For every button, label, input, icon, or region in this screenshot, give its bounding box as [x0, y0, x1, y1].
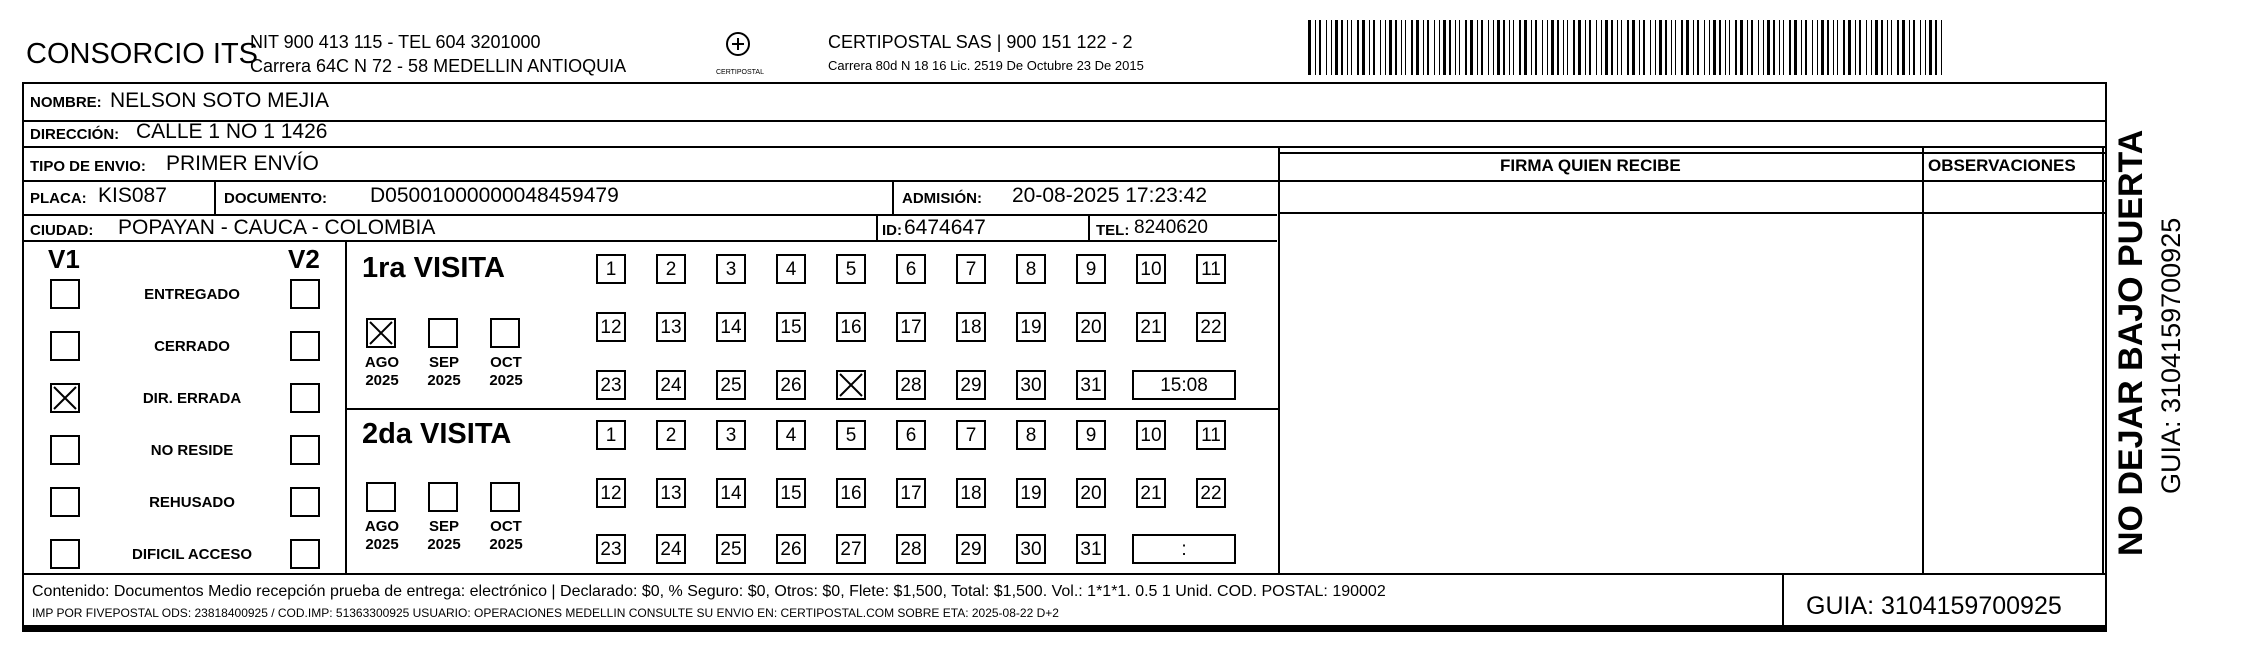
second-visit-day[interactable]: 22 [1196, 478, 1226, 508]
barcode-bar [1427, 20, 1429, 75]
v1-label: V1 [48, 244, 80, 274]
month-name: OCT [490, 518, 522, 535]
barcode-bar [1779, 20, 1780, 75]
first-visit-day[interactable]: 6 [896, 254, 926, 284]
rule [1280, 212, 2105, 214]
second-visit-day[interactable]: 16 [836, 478, 866, 508]
rule [22, 240, 1277, 242]
nit-line: NIT 900 413 115 - TEL 604 3201000 [250, 32, 541, 52]
barcode-bar [1465, 20, 1467, 75]
barcode-bar [1725, 20, 1726, 75]
second-visit-day[interactable]: 11 [1196, 420, 1226, 450]
cert-line2: Carrera 80d N 18 16 Lic. 2519 De Octubre 23 De 2015 [828, 58, 1144, 73]
barcode-bar [1925, 20, 1926, 75]
barcode-bar [1331, 20, 1332, 75]
barcode-bar [1913, 20, 1915, 75]
barcode-bar [1493, 20, 1494, 75]
barcode-bar [1395, 20, 1397, 75]
barcode-bar [1891, 20, 1892, 75]
barcode-bar [1531, 20, 1532, 75]
barcode-bar [1557, 20, 1559, 75]
month-label [419, 354, 469, 390]
barcode-bar [1423, 20, 1424, 75]
barcode-bar [1524, 20, 1527, 75]
barcode-bar [1542, 20, 1543, 75]
barcode-bar [1488, 20, 1489, 75]
tel-label: TEL: [1096, 222, 1130, 239]
first-visit-day[interactable]: 1 [596, 254, 626, 284]
first-visit-day[interactable]: 26 [776, 370, 806, 400]
barcode-bar [1935, 20, 1937, 75]
barcode-bar [1335, 20, 1338, 75]
month-label [481, 354, 531, 390]
barcode-bar [1929, 20, 1932, 75]
rule [22, 146, 2107, 148]
month-year: 2025 [427, 372, 461, 389]
second-visit-day[interactable]: 1 [596, 420, 626, 450]
first-visit-day[interactable]: 30 [1016, 370, 1046, 400]
logo-caption: CERTIPOSTAL [716, 69, 764, 76]
barcode-bar [1655, 20, 1656, 75]
barcode-bar [1881, 20, 1883, 75]
barcode-bar [1859, 20, 1861, 75]
second-visit-day[interactable]: 24 [656, 534, 686, 564]
barcode-bar [1455, 20, 1456, 75]
barcode-bar [1671, 20, 1672, 75]
barcode-bar [1439, 20, 1440, 75]
barcode-bar [1632, 20, 1635, 75]
barcode-bar [1729, 20, 1730, 75]
address-line: Carrera 64C N 72 - 58 MEDELLIN ANTIOQUIA [250, 56, 627, 76]
direccion-label: DIRECCIÓN: [30, 126, 120, 143]
barcode-bar [1385, 20, 1386, 75]
rule [1088, 214, 1090, 240]
documento-label: DOCUMENTO: [224, 190, 328, 207]
barcode-bar [1627, 20, 1629, 75]
v2-checkbox[interactable] [290, 383, 320, 413]
placa-label: PLACA: [30, 190, 87, 207]
barcode-bar [1513, 20, 1514, 75]
second-visit-day[interactable]: 2 [656, 420, 686, 450]
barcode-bar [1551, 20, 1554, 75]
first-visit-day[interactable]: 18 [956, 312, 986, 342]
barcode-bar [1357, 20, 1359, 75]
v1-checkbox[interactable] [50, 331, 80, 361]
barcode-bar [1920, 20, 1921, 75]
second-visit-day[interactable]: 10 [1136, 420, 1166, 450]
admision-value: 20-08-2025 17:23:42 [1012, 184, 1207, 207]
first-visit-day[interactable]: 19 [1016, 312, 1046, 342]
company-name: CONSORCIO ITS [26, 38, 259, 70]
month-name: SEP [428, 518, 459, 535]
barcode-bar [1503, 20, 1505, 75]
barcode-bar [1470, 20, 1473, 75]
barcode-bar [1362, 20, 1365, 75]
barcode-bar [1817, 20, 1818, 75]
barcode-bar [1519, 20, 1521, 75]
barcode-bar [1589, 20, 1591, 75]
barcode-bar [1326, 20, 1327, 75]
barcode-bar [1704, 20, 1705, 75]
documento-value: D05001000000048459479 [370, 184, 619, 207]
barcode-bar [1783, 20, 1784, 75]
barcode-bar [1585, 20, 1586, 75]
second-visit-day[interactable]: 17 [896, 478, 926, 508]
tipo-envio-value: PRIMER ENVÍO [166, 152, 319, 175]
ciudad-value: POPAYAN - CAUCA - COLOMBIA [118, 216, 436, 239]
month-year: 2025 [489, 372, 523, 389]
month-name: SEP [428, 354, 459, 371]
barcode-bar [1941, 20, 1942, 75]
second-visit-day[interactable]: 3 [716, 420, 746, 450]
barcode-bar [1596, 20, 1597, 75]
barcode-bar [1887, 20, 1888, 75]
barcode-bar [1639, 20, 1640, 75]
barcode-bar [1697, 20, 1699, 75]
barcode-bar [1681, 20, 1683, 75]
first-visit-day[interactable]: 20 [1076, 312, 1106, 342]
barcode-bar [1315, 20, 1316, 75]
certipostal-info [828, 30, 1144, 78]
barcode-bar [1416, 20, 1419, 75]
barcode-bar [1875, 20, 1878, 75]
first-visit-day[interactable]: 7 [956, 254, 986, 284]
status-reason-label: DIR. ERRADA [142, 390, 242, 407]
placa-value: KIS087 [98, 184, 167, 207]
rule [2102, 146, 2104, 574]
barcode-bar [1347, 20, 1348, 75]
barcode-bar [1477, 20, 1478, 75]
second-visit-day[interactable]: 21 [1136, 478, 1166, 508]
rule [22, 573, 2107, 575]
month-name: OCT [490, 354, 522, 371]
barcode-bar [1308, 20, 1311, 75]
barcode-bar [1605, 20, 1608, 75]
first-visit-day[interactable]: 25 [716, 370, 746, 400]
second-visit-month-box[interactable] [490, 482, 520, 512]
month-year: 2025 [365, 536, 399, 553]
barcode-bar [1573, 20, 1575, 75]
second-visit-month-box[interactable] [366, 482, 396, 512]
first-visit-day[interactable]: 15 [776, 312, 806, 342]
certipostal-logo [716, 30, 764, 76]
firma-label: FIRMA QUIEN RECIBE [1500, 156, 1681, 175]
barcode-bar [1789, 20, 1791, 75]
second-visit-day[interactable]: 31 [1076, 534, 1106, 564]
second-visit-day[interactable]: 15 [776, 478, 806, 508]
barcode-bar [1405, 20, 1406, 75]
rule [346, 408, 1278, 410]
v2-checkbox[interactable] [290, 279, 320, 309]
barcode-bar [1665, 20, 1667, 75]
first-visit-day[interactable]: 9 [1076, 254, 1106, 284]
barcode-bar [1821, 20, 1824, 75]
barcode-bar [1719, 20, 1721, 75]
second-visit-time-box[interactable]: : [1132, 534, 1236, 564]
barcode-bar [1686, 20, 1689, 75]
barcode-bar [1369, 20, 1370, 75]
first-visit-day[interactable]: 3 [716, 254, 746, 284]
barcode-bar [1693, 20, 1694, 75]
barcode-bar [1855, 20, 1856, 75]
barcode-bar [1434, 20, 1435, 75]
barcode-bar [1578, 20, 1581, 75]
second-visit-day[interactable]: 9 [1076, 420, 1106, 450]
barcode-bar [1650, 20, 1651, 75]
second-visit-day[interactable]: 29 [956, 534, 986, 564]
first-visit-title: 1ra VISITA [362, 252, 505, 284]
rule [1280, 152, 2105, 154]
second-visit-day[interactable]: 14 [716, 478, 746, 508]
barcode-bar [1909, 20, 1910, 75]
second-visit-day[interactable]: 25 [716, 534, 746, 564]
barcode-bar [1341, 20, 1343, 75]
barcode-bar [1401, 20, 1402, 75]
first-visit-day[interactable]: 4 [776, 254, 806, 284]
second-visit-day[interactable]: 6 [896, 420, 926, 450]
ciudad-label: CIUDAD: [30, 222, 94, 239]
first-visit-day[interactable]: 24 [656, 370, 686, 400]
barcode-bar [1380, 20, 1381, 75]
second-visit-day[interactable]: 13 [656, 478, 686, 508]
month-name: AGO [364, 354, 400, 371]
nombre-value: NELSON SOTO MEJIA [110, 89, 329, 112]
second-visit-day[interactable]: 26 [776, 534, 806, 564]
barcode-bar [1801, 20, 1802, 75]
month-year: 2025 [427, 536, 461, 553]
first-visit-month-box[interactable] [490, 318, 520, 348]
barcode-bar [1812, 20, 1813, 75]
barcode-bar [1319, 20, 1321, 75]
rule [876, 214, 878, 240]
barcode-bar [1443, 20, 1446, 75]
barcode-bar [1481, 20, 1483, 75]
first-visit-day[interactable]: 28 [896, 370, 926, 400]
first-visit-day[interactable]: 13 [656, 312, 686, 342]
v2-checkbox[interactable] [290, 435, 320, 465]
rule [892, 180, 894, 214]
no-dejar-text: NO DEJAR BAJO PUERTA [2112, 129, 2150, 556]
v2-label: V2 [288, 244, 320, 274]
v2-checkbox[interactable] [290, 487, 320, 517]
tel-value: 8240620 [1134, 217, 1208, 238]
status-reason-label: DIFICIL ACCESO [131, 546, 252, 563]
v1-checkbox[interactable] [50, 383, 80, 413]
month-label [481, 518, 531, 554]
first-visit-day[interactable] [836, 370, 866, 400]
second-visit-day[interactable]: 23 [596, 534, 626, 564]
form-frame [22, 82, 2107, 627]
first-visit-day[interactable]: 10 [1136, 254, 1166, 284]
barcode-bar [1601, 20, 1602, 75]
barcode-bar [1740, 20, 1743, 75]
barcode-bar [1709, 20, 1710, 75]
rule [22, 626, 2107, 632]
barcode [1308, 20, 1948, 75]
observaciones-label: OBSERVACIONES [1928, 156, 2076, 175]
month-label [357, 354, 407, 390]
barcode-bar [1351, 20, 1352, 75]
first-visit-day[interactable]: 8 [1016, 254, 1046, 284]
barcode-bar [1389, 20, 1392, 75]
barcode-bar [1848, 20, 1851, 75]
barcode-bar [1767, 20, 1770, 75]
first-visit-day[interactable]: 22 [1196, 312, 1226, 342]
company-info [250, 30, 626, 78]
second-visit-day[interactable]: 19 [1016, 478, 1046, 508]
first-visit-day[interactable]: 14 [716, 312, 746, 342]
barcode-bar [1497, 20, 1500, 75]
second-visit-day[interactable]: 4 [776, 420, 806, 450]
status-reason-label: REHUSADO [149, 494, 235, 511]
first-visit-time-box[interactable]: 15:08 [1132, 370, 1236, 400]
barcode-bar [1675, 20, 1676, 75]
nombre-label: NOMBRE: [30, 94, 102, 111]
barcode-bar [1509, 20, 1510, 75]
first-visit-day[interactable]: 31 [1076, 370, 1106, 400]
barcode-bar [1751, 20, 1753, 75]
barcode-bar [1747, 20, 1748, 75]
rule [1922, 146, 1924, 574]
v1-checkbox[interactable] [50, 487, 80, 517]
barcode-bar [1897, 20, 1899, 75]
first-visit-day[interactable]: 12 [596, 312, 626, 342]
rule [22, 180, 2107, 182]
barcode-bar [1547, 20, 1548, 75]
first-visit-day[interactable]: 5 [836, 254, 866, 284]
first-visit-day[interactable]: 29 [956, 370, 986, 400]
first-visit-day[interactable]: 21 [1136, 312, 1166, 342]
first-visit-day[interactable]: 2 [656, 254, 686, 284]
barcode-bar [1866, 20, 1867, 75]
rule [345, 240, 347, 574]
footer-content: Contenido: Documentos Medio recepción prueba de entrega: electrónico | Declarado: $0, % Seguro: $0, Otros: $0, Flete: $1,500, Total: $1,500. Vol.: 1*1*1. 0.5 1 Unid. COD. POSTAL: 190002 [32, 583, 1386, 600]
barcode-bar [1643, 20, 1645, 75]
barcode-bar [1871, 20, 1872, 75]
barcode-bar [1833, 20, 1834, 75]
month-name: AGO [364, 518, 400, 535]
month-label [419, 518, 469, 554]
barcode-bar [1837, 20, 1838, 75]
barcode-bar [1411, 20, 1413, 75]
footer-imp: IMP POR FIVEPOSTAL ODS: 23818400925 / COD.IMP: 51363300925 USUARIO: OPERACIONES MEDELLIN CONSULTE SU ENVIO EN: CERTIPOSTAL.COM SOBRE ETA: 2025-08-22 D+2 [32, 606, 1059, 620]
status-reason-label: NO RESIDE [150, 442, 234, 459]
id-label: ID: [882, 222, 902, 239]
second-visit-day[interactable]: 18 [956, 478, 986, 508]
second-visit-day[interactable]: 27 [836, 534, 866, 564]
second-visit-day[interactable]: 12 [596, 478, 626, 508]
barcode-bar [1843, 20, 1845, 75]
first-visit-day[interactable]: 11 [1196, 254, 1226, 284]
barcode-bar [1827, 20, 1829, 75]
tipo-envio-label: TIPO DE ENVIO: [30, 158, 146, 175]
barcode-bar [1567, 20, 1568, 75]
barcode-bar [1794, 20, 1797, 75]
barcode-bar [1758, 20, 1759, 75]
barcode-bar [1617, 20, 1618, 75]
barcode-bar [1659, 20, 1662, 75]
admision-label: ADMISIÓN: [902, 190, 982, 207]
cert-line1: CERTIPOSTAL SAS | 900 151 122 - 2 [828, 32, 1133, 52]
guia-box: GUIA: 3104159700925 [1806, 592, 2062, 620]
v2-checkbox[interactable] [290, 331, 320, 361]
second-visit-day[interactable]: 28 [896, 534, 926, 564]
barcode-bar [1763, 20, 1764, 75]
barcode-bar [1449, 20, 1451, 75]
second-visit-day[interactable]: 30 [1016, 534, 1046, 564]
second-visit-day[interactable]: 5 [836, 420, 866, 450]
second-visit-month-box[interactable] [428, 482, 458, 512]
v1-checkbox[interactable] [50, 279, 80, 309]
second-visit-day[interactable]: 8 [1016, 420, 1046, 450]
rule [1782, 573, 1784, 628]
v1-checkbox[interactable] [50, 539, 80, 569]
barcode-bar [1805, 20, 1807, 75]
month-year: 2025 [489, 536, 523, 553]
barcode-bar [1459, 20, 1460, 75]
status-reason-label: CERRADO [154, 338, 230, 355]
second-visit-day[interactable]: 7 [956, 420, 986, 450]
barcode-bar [1563, 20, 1564, 75]
first-visit-month-box[interactable] [366, 318, 396, 348]
side-guia-text: GUIA: 3104159700925 [2156, 217, 2186, 494]
month-label [357, 518, 407, 554]
status-reason-label: ENTREGADO [144, 286, 240, 303]
first-visit-day[interactable]: 17 [896, 312, 926, 342]
v1-checkbox[interactable] [50, 435, 80, 465]
first-visit-day[interactable]: 23 [596, 370, 626, 400]
barcode-bar [1773, 20, 1775, 75]
barcode-bar [1535, 20, 1537, 75]
first-visit-day[interactable]: 16 [836, 312, 866, 342]
barcode-bar [1611, 20, 1613, 75]
month-year: 2025 [365, 372, 399, 389]
second-visit-title: 2da VISITA [362, 418, 512, 450]
v2-checkbox[interactable] [290, 539, 320, 569]
barcode-bar [1373, 20, 1375, 75]
barcode-bar [1735, 20, 1737, 75]
barcode-bar [1621, 20, 1622, 75]
rule [22, 120, 2107, 122]
direccion-value: CALLE 1 NO 1 1426 [136, 120, 328, 143]
second-visit-day[interactable]: 20 [1076, 478, 1106, 508]
rule [1278, 146, 1280, 574]
first-visit-month-box[interactable] [428, 318, 458, 348]
rule [214, 180, 216, 214]
barcode-bar [1713, 20, 1716, 75]
id-value: 6474647 [904, 216, 986, 239]
barcode-bar [1902, 20, 1905, 75]
